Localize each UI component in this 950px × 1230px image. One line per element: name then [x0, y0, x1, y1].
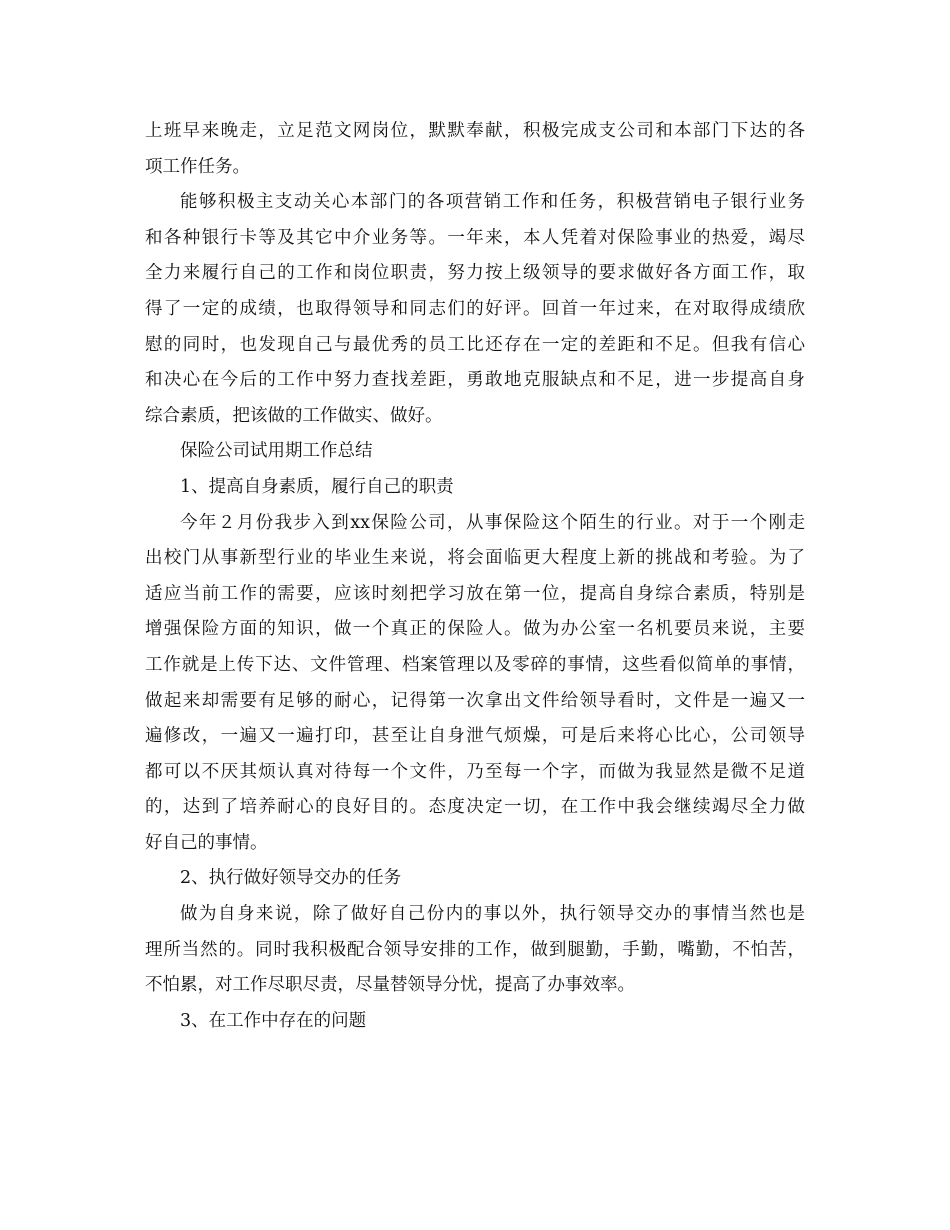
text-line: 好自己的事情。: [145, 832, 268, 853]
text-line: 得了一定的成绩，也取得领导和同志们的好评。回首一年过来，在对取得成绩欣: [145, 298, 805, 319]
text-line: 适应当前工作的需要，应该时刻把学习放在第一位，提高自身综合素质，特别是: [145, 583, 805, 604]
text-line: 都可以不厌其烦认真对待每一个文件，乃至每一个字，而做为我显然是微不足道: [145, 761, 805, 782]
text-line: 增强保险方面的知识，做一个真正的保险人。做为办公室一名机要员来说，主要: [145, 619, 805, 640]
text-line: 综合素质，把该做的工作做实、做好。: [145, 405, 443, 426]
heading-1: [145, 470, 805, 506]
text-line: 今年２月份我步入到xx保险公司，从事保险这个陌生的行业。对于一个刚走: [180, 512, 805, 533]
text-line: 工作就是上传下达、文件管理、档案管理以及零碎的事情，这些看似简单的事情，: [145, 654, 805, 675]
text-line: 3、在工作中存在的问题: [180, 1010, 367, 1031]
text-line: 遍修改，一遍又一遍打印，甚至让自身泄气烦燥，可是后来将心比心，公司领导: [145, 726, 805, 747]
text-line: 慰的同时，也发现自己与最优秀的员工比还存在一定的差距和不足。但我有信心: [145, 334, 805, 355]
text-line: 项工作任务。: [145, 156, 250, 177]
text-line: 做为自身来说，除了做好自己份内的事以外，执行领导交办的事情当然也是: [180, 904, 805, 925]
paragraph-2: [145, 185, 805, 434]
text-line: 能够积极主支动关心本部门的各项营销工作和任务，积极营销电子银行业务: [180, 192, 805, 213]
text-line: 1、提高自身素质，履行自己的职责: [180, 476, 454, 497]
text-line: 和决心在今后的工作中努力查找差距，勇敢地克服缺点和不足，进一步提高自身: [145, 370, 805, 391]
paragraph-4: [145, 897, 805, 1004]
text-line: 的，达到了培养耐心的良好目的。态度决定一切，在工作中我会继续竭尽全力做: [145, 797, 805, 818]
text-line: 做起来却需要有足够的耐心，记得第一次拿出文件给领导看时，文件是一遍又一: [145, 690, 805, 711]
text-line: 出校门从事新型行业的毕业生来说，将会面临更大程度上新的挑战和考验。为了: [145, 548, 805, 569]
text-line: 不怕累，对工作尽职尽责，尽量替领导分忧，提高了办事效率。: [145, 975, 635, 996]
text-line: 上班早来晚走，立足范文网岗位，默默奉献，积极完成支公司和本部门下达的各: [145, 121, 805, 141]
document-body: [145, 114, 805, 1039]
heading-2: [145, 861, 805, 897]
text-line: 2、执行做好领导交办的任务: [180, 868, 402, 889]
text-line: 全力来履行自己的工作和岗位职责，努力按上级领导的要求做好各方面工作，取: [145, 263, 805, 284]
text-line: 和各种银行卡等及其它中介业务等。一年来，本人凭着对保险事业的热爱，竭尽: [145, 227, 805, 248]
text-line: 理所当然的。同时我积极配合领导安排的工作，做到腿勤，手勤，嘴勤，不怕苦，: [145, 939, 805, 960]
paragraph-3: [145, 506, 805, 862]
paragraph-1: [145, 114, 805, 185]
text-line: 保险公司试用期工作总结: [180, 441, 373, 462]
heading-3: [145, 1004, 805, 1040]
section-title: [145, 434, 805, 470]
